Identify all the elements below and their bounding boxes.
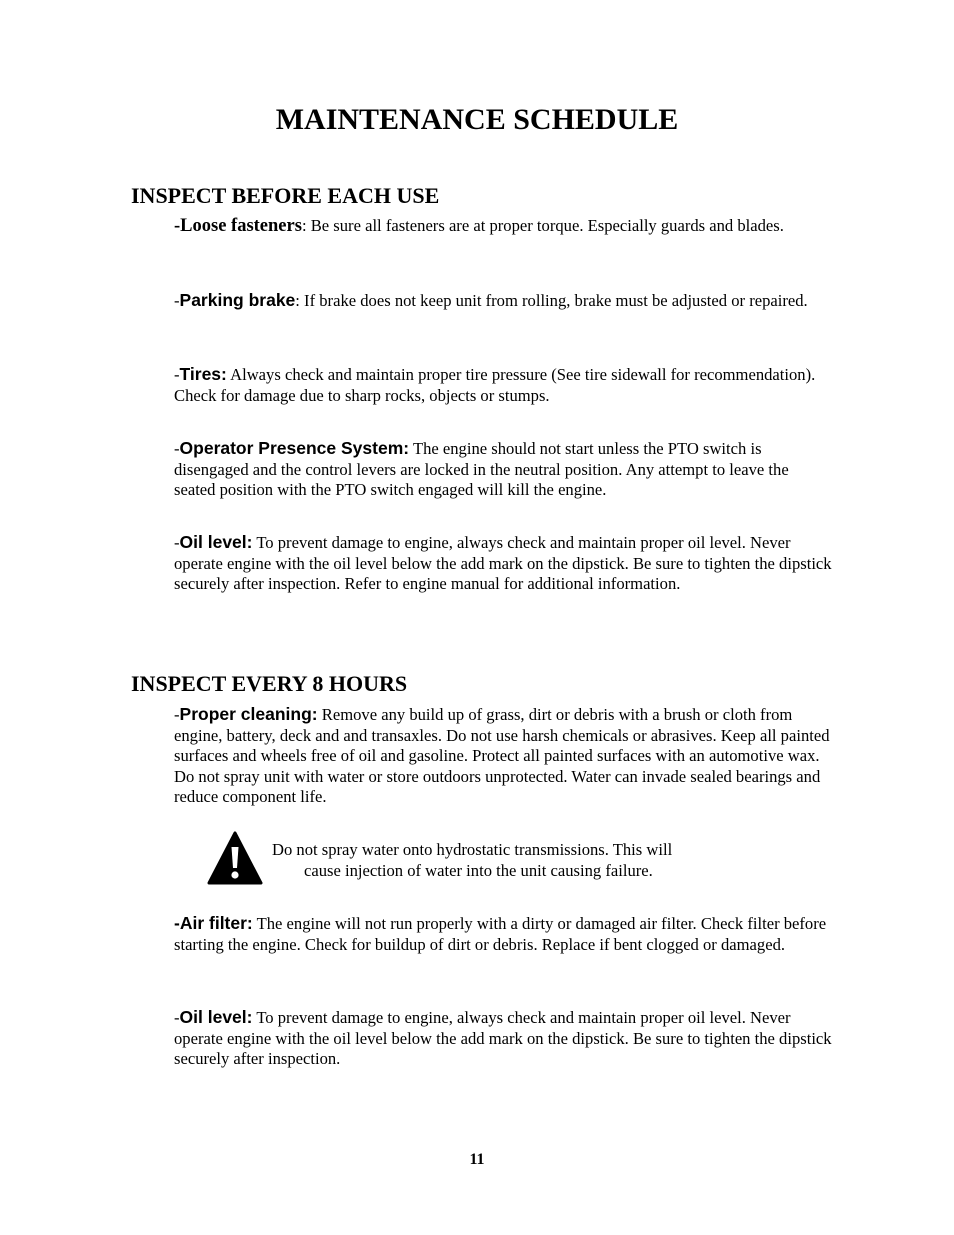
- item-label: Proper cleaning:: [179, 704, 318, 724]
- item-oil-level-8h: -Oil level: To prevent damage to engine, always check and maintain proper oil level. Never operate engine with the oil level below the add mark on the dipstick. Be sure to tighten the dipstick securely after inspection.: [174, 1007, 832, 1068]
- item-label: -Air filter:: [174, 913, 253, 933]
- page-number: 11: [469, 1151, 485, 1168]
- item-text: To prevent damage to engine, always check and maintain proper oil level. Never operate engine with the oil level below the add mark on the dipstick. Be sure to tighten the dipstick securely after inspection. Refer to engine manual for additional information.: [174, 533, 832, 593]
- section-heading-every-8-hours: INSPECT EVERY 8 HOURS: [131, 671, 408, 696]
- item-label: -Loose fasteners: [174, 216, 302, 236]
- item-parking-brake: -Parking brake: If brake does not keep unit from rolling, brake must be adjusted or repaired.: [174, 290, 808, 310]
- item-text: Remove any build up of grass, dirt or debris with a brush or cloth from engine, battery, deck and and transaxles. Do not use harsh chemicals or abrasives. Keep all painted surfaces and wheels free of oil and gasoline. Protect all painted surfaces with an automotive wax. Do not spray unit with water or store outdoors unprotected. Water can invade sealed bearings and reduce component life.: [174, 705, 830, 806]
- warning-message: [272, 839, 792, 881]
- item-label: Parking brake: [179, 290, 296, 310]
- item-text: The engine should not start unless the PTO switch is disengaged and the control levers are locked in the neutral position. Any attempt to leave the seated position with the PTO switch engaged will kill the engine.: [174, 439, 789, 499]
- item-text: If brake does not keep unit from rolling, brake must be adjusted or repaired.: [299, 291, 808, 310]
- item-label: Operator Presence System:: [179, 438, 410, 458]
- section-heading-before-each-use: INSPECT BEFORE EACH USE: [131, 183, 440, 208]
- item-proper-cleaning: -Proper cleaning: Remove any build up of grass, dirt or debris with a brush or cloth from engine, battery, deck and and transaxles. Do not use harsh chemicals or abrasives. Keep all painted surfaces and wheels free of oil and gasoline. Protect all painted surfaces with an automotive wax. Do not spray unit with water or store outdoors unprotected. Water can invade sealed bearings and reduce component life.: [174, 704, 830, 806]
- warning-triangle-icon: [206, 830, 264, 886]
- item-loose-fasteners: [174, 216, 834, 237]
- warning-line-1: Do not spray water onto hydrostatic transmissions. This will: [272, 840, 673, 859]
- item-oil-level: -Oil level: To prevent damage to engine, always check and maintain proper oil level. Never operate engine with the oil level below the add mark on the dipstick. Be sure to tighten the dipstick securely after inspection. Refer to engine manual for additional information.: [174, 532, 832, 593]
- item-text: Always check and maintain proper tire pressure (See tire sidewall for recommendation). Check for damage due to sharp rocks, objects or stumps.: [174, 365, 816, 405]
- item-tires: -Tires: Always check and maintain proper tire pressure (See tire sidewall for recommendation). Check for damage due to sharp rocks, objects or stumps.: [174, 364, 816, 405]
- page-title: MAINTENANCE SCHEDULE: [275, 103, 679, 136]
- item-operator-presence-system: -Operator Presence System: The engine should not start unless the PTO switch is disengaged and the control levers are locked in the neutral position. Any attempt to leave the seated position with the PTO switch engaged will kill the engine.: [174, 438, 789, 499]
- item-air-filter: [174, 913, 834, 955]
- warning-line-2: cause injection of water into the unit causing failure.: [304, 861, 653, 880]
- item-separator: :: [301, 216, 307, 235]
- item-label: Tires:: [179, 364, 227, 384]
- item-separator: :: [295, 291, 300, 310]
- item-text: The engine will not run properly with a dirty or damaged air filter. Check filter before starting the engine. Check for buildup of dirt or debris. Replace if bent clogged or damaged.: [174, 914, 827, 954]
- item-text: Be sure all fasteners are at proper torque. Especially guards and blades.: [306, 216, 784, 235]
- item-text: To prevent damage to engine, always check and maintain proper oil level. Never operate engine with the oil level below the add mark on the dipstick. Be sure to tighten the dipstick securely after inspection.: [174, 1008, 832, 1068]
- item-label: Oil level:: [179, 1007, 253, 1027]
- item-label: Oil level:: [179, 532, 253, 552]
